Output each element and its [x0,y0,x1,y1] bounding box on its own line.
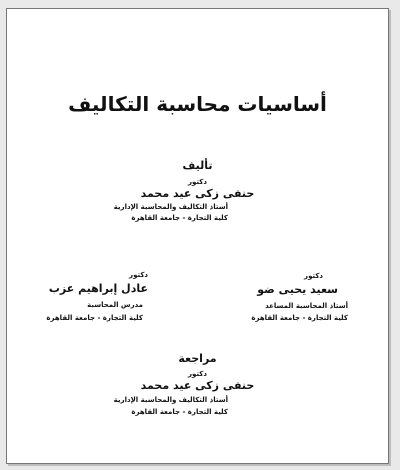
reviewer-position: أستاذ التكاليف والمحاسبة الإدارية [113,396,228,404]
author-3-position: مدرس المحاسبة [87,301,143,309]
book-title: أساسيات محاسبة التكاليف [68,92,327,116]
author-1-prefix: دكتور [188,178,207,186]
author-2-position: أستاذ المحاسبة المساعد [265,302,348,310]
author-1-name: حنفى زكى عيد محمد [140,187,255,200]
authorship-heading: تأليف [182,159,213,172]
reviewer-name: حنفى زكى عيد محمد [140,379,255,392]
document-page [6,8,389,464]
reviewer-affiliation: كلية التجارة - جامعة القاهرة [131,408,228,416]
author-2-affiliation: كلية التجارة - جامعة القاهرة [251,314,348,322]
author-1-affiliation: كلية التجارة - جامعة القاهرة [131,214,228,222]
author-3-affiliation: كلية التجارة - جامعة القاهرة [46,314,143,322]
author-3-prefix: دكتور [129,271,148,279]
author-2-prefix: دكتور [304,272,323,280]
author-3-name: عادل إبراهيم عزب [48,282,148,295]
reviewer-prefix: دكتور [188,370,207,378]
author-2-name: سعيد يحيى ضو [257,283,338,296]
review-heading: مراجعة [178,352,217,365]
author-1-position: أستاذ التكاليف والمحاسبة الإدارية [113,203,228,211]
